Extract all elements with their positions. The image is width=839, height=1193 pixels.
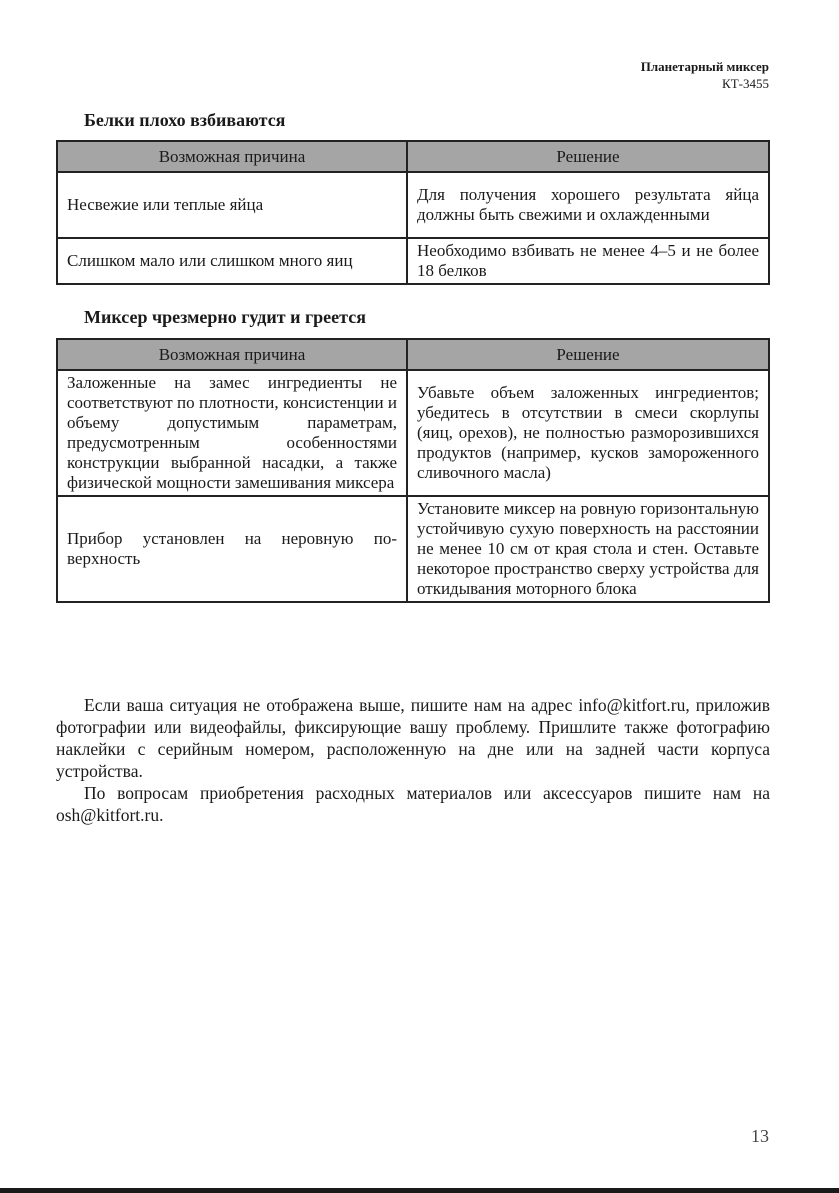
- table-row: [57, 496, 769, 602]
- bottom-divider: [0, 1188, 839, 1193]
- page-header: [641, 58, 769, 92]
- solution-cell: Для получения хорошего результата яйца должны быть свежими и охлажденными: [407, 172, 769, 238]
- table-header-row: [57, 141, 769, 172]
- column-header-solution: Решение: [407, 141, 769, 172]
- solution-cell: Убавьте объем заложенных ингредиентов; убедитесь в отсутствии в смеси скорлупы (яиц, орехов), не полностью разморозившихся продуктов (например, кусков замороженного сливочного масла): [407, 370, 769, 496]
- paragraph: По вопросам приобретения расходных материалов или аксессуаров пишите нам на osh@kitfort.ru.: [56, 783, 770, 825]
- cause-cell: Слишком мало или слишком много яиц: [57, 238, 407, 284]
- table-row: [57, 370, 769, 496]
- troubleshooting-table-mixer-noise: [56, 338, 770, 603]
- page-number: 13: [751, 1126, 769, 1146]
- table-row: [57, 238, 769, 284]
- table-header-row: [57, 339, 769, 370]
- cause-cell: Несвежие или теплые яйца: [57, 172, 407, 238]
- column-header-cause: Возможная причина: [57, 141, 407, 172]
- contact-info-text: [56, 694, 770, 826]
- cause-cell: Заложенные на замес ингредиенты не соответствуют по плотности, консистенции и объему допустимым параметрам, предусмотренным особенностями конструкции выбранной насадки, а также физической мощности замешивания миксера: [57, 370, 407, 496]
- table-row: [57, 172, 769, 238]
- column-header-solution: Решение: [407, 339, 769, 370]
- product-name: Планетарный миксер: [640, 59, 769, 74]
- paragraph: Если ваша ситуация не отображена выше, пишите нам на адрес info@kitfort.ru, приложив фотографии или видеофайлы, фиксирующие вашу проблему. Пришлите также фотографию наклейки с серийным номером, расположенную на дне или на задней части корпуса устройства.: [56, 695, 770, 781]
- solution-cell: Необходимо взбивать не менее 4–5 и не более 18 белков: [407, 238, 769, 284]
- section-title-egg-whites: Белки плохо взбиваются: [84, 110, 286, 130]
- cause-cell: Прибор установлен на неровную поверхность: [57, 496, 407, 602]
- troubleshooting-table-egg-whites: [56, 140, 770, 285]
- product-model: КТ-3455: [722, 76, 769, 91]
- section-title-mixer-noise: Миксер чрезмерно гудит и греется: [84, 307, 366, 327]
- column-header-cause: Возможная причина: [57, 339, 407, 370]
- solution-cell: Установите миксер на ровную горизонтальную устойчивую сухую поверхность на расстоянии не менее 10 см от края стола и стен. Оставьте некоторое пространство сверху устройства для откидывания моторного блока: [407, 496, 769, 602]
